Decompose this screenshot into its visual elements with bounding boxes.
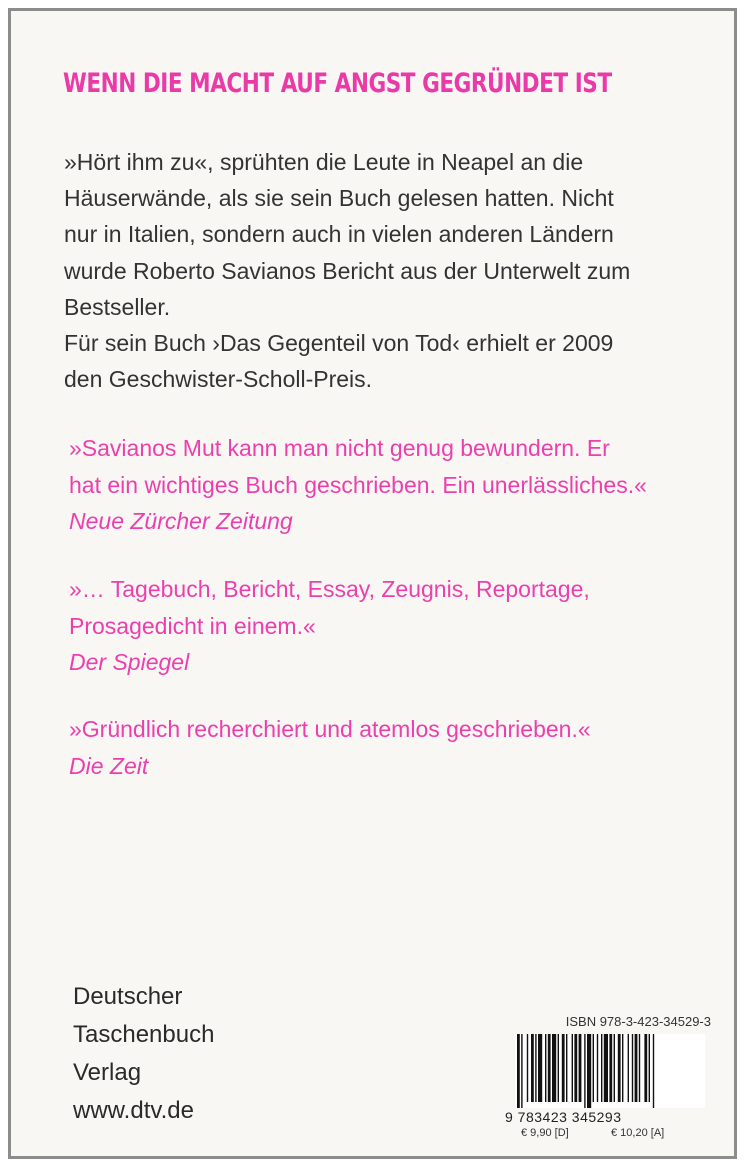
blurb-line: wurde Roberto Savianos Bericht aus der Unterwelt zum <box>64 257 631 284</box>
blurb-line: den Geschwister-Scholl-Preis. <box>64 366 373 393</box>
price-germany: € 9,90 [D] <box>521 1127 569 1139</box>
blurb-line: Häuserwände, als sie sein Buch gelesen hatten. Nicht <box>64 185 614 212</box>
blurb-text <box>64 144 684 397</box>
blurb-line: »Hört ihm zu«, sprühten die Leute in Neapel an die <box>64 149 584 175</box>
blurb-line: nur in Italien, sondern auch in vielen anderen Ländern <box>64 221 614 248</box>
blurb-line: Für sein Buch ›Das Gegenteil von Tod‹ erhielt er 2009 <box>64 330 614 357</box>
quote-source: Neue Zürcher Zeitung <box>69 508 293 534</box>
blurb-line: Bestseller. <box>64 293 171 320</box>
quote-line: Prosagedicht in einem.« <box>69 612 316 639</box>
quote-line: »Gründlich recherchiert und atemlos geschrieben.« <box>69 716 591 742</box>
barcode-digits: 9 783423 345293 <box>505 1109 622 1125</box>
publisher-line: Verlag <box>73 1059 142 1086</box>
quote-line: »Savianos Mut kann man nicht genug bewundern. Er <box>69 435 610 461</box>
publisher-line: Deutscher <box>73 983 183 1010</box>
headline: WENN DIE MACHT AUF ANGST GEGRÜNDET IST <box>63 68 612 99</box>
price-austria: € 10,20 [A] <box>611 1127 665 1139</box>
quote-line: »… Tagebuch, Bericht, Essay, Zeugnis, Reportage, <box>69 576 590 602</box>
publisher-website: www.dtv.de <box>73 1097 194 1124</box>
press-quote-nzz <box>69 430 689 540</box>
quote-source: Die Zeit <box>69 752 149 779</box>
barcode-icon <box>515 1034 705 1108</box>
publisher-block <box>73 978 214 1130</box>
quote-source: Der Spiegel <box>69 649 190 675</box>
publisher-line: Taschenbuch <box>73 1021 215 1048</box>
quote-line: hat ein wichtiges Buch geschrieben. Ein unerlässliches.« <box>69 471 647 498</box>
barcode-block <box>505 1014 711 1139</box>
press-quote-zeit <box>69 711 689 784</box>
isbn-label: ISBN 978-3-423-34529-3 <box>565 1014 711 1029</box>
press-quote-spiegel <box>69 571 689 681</box>
